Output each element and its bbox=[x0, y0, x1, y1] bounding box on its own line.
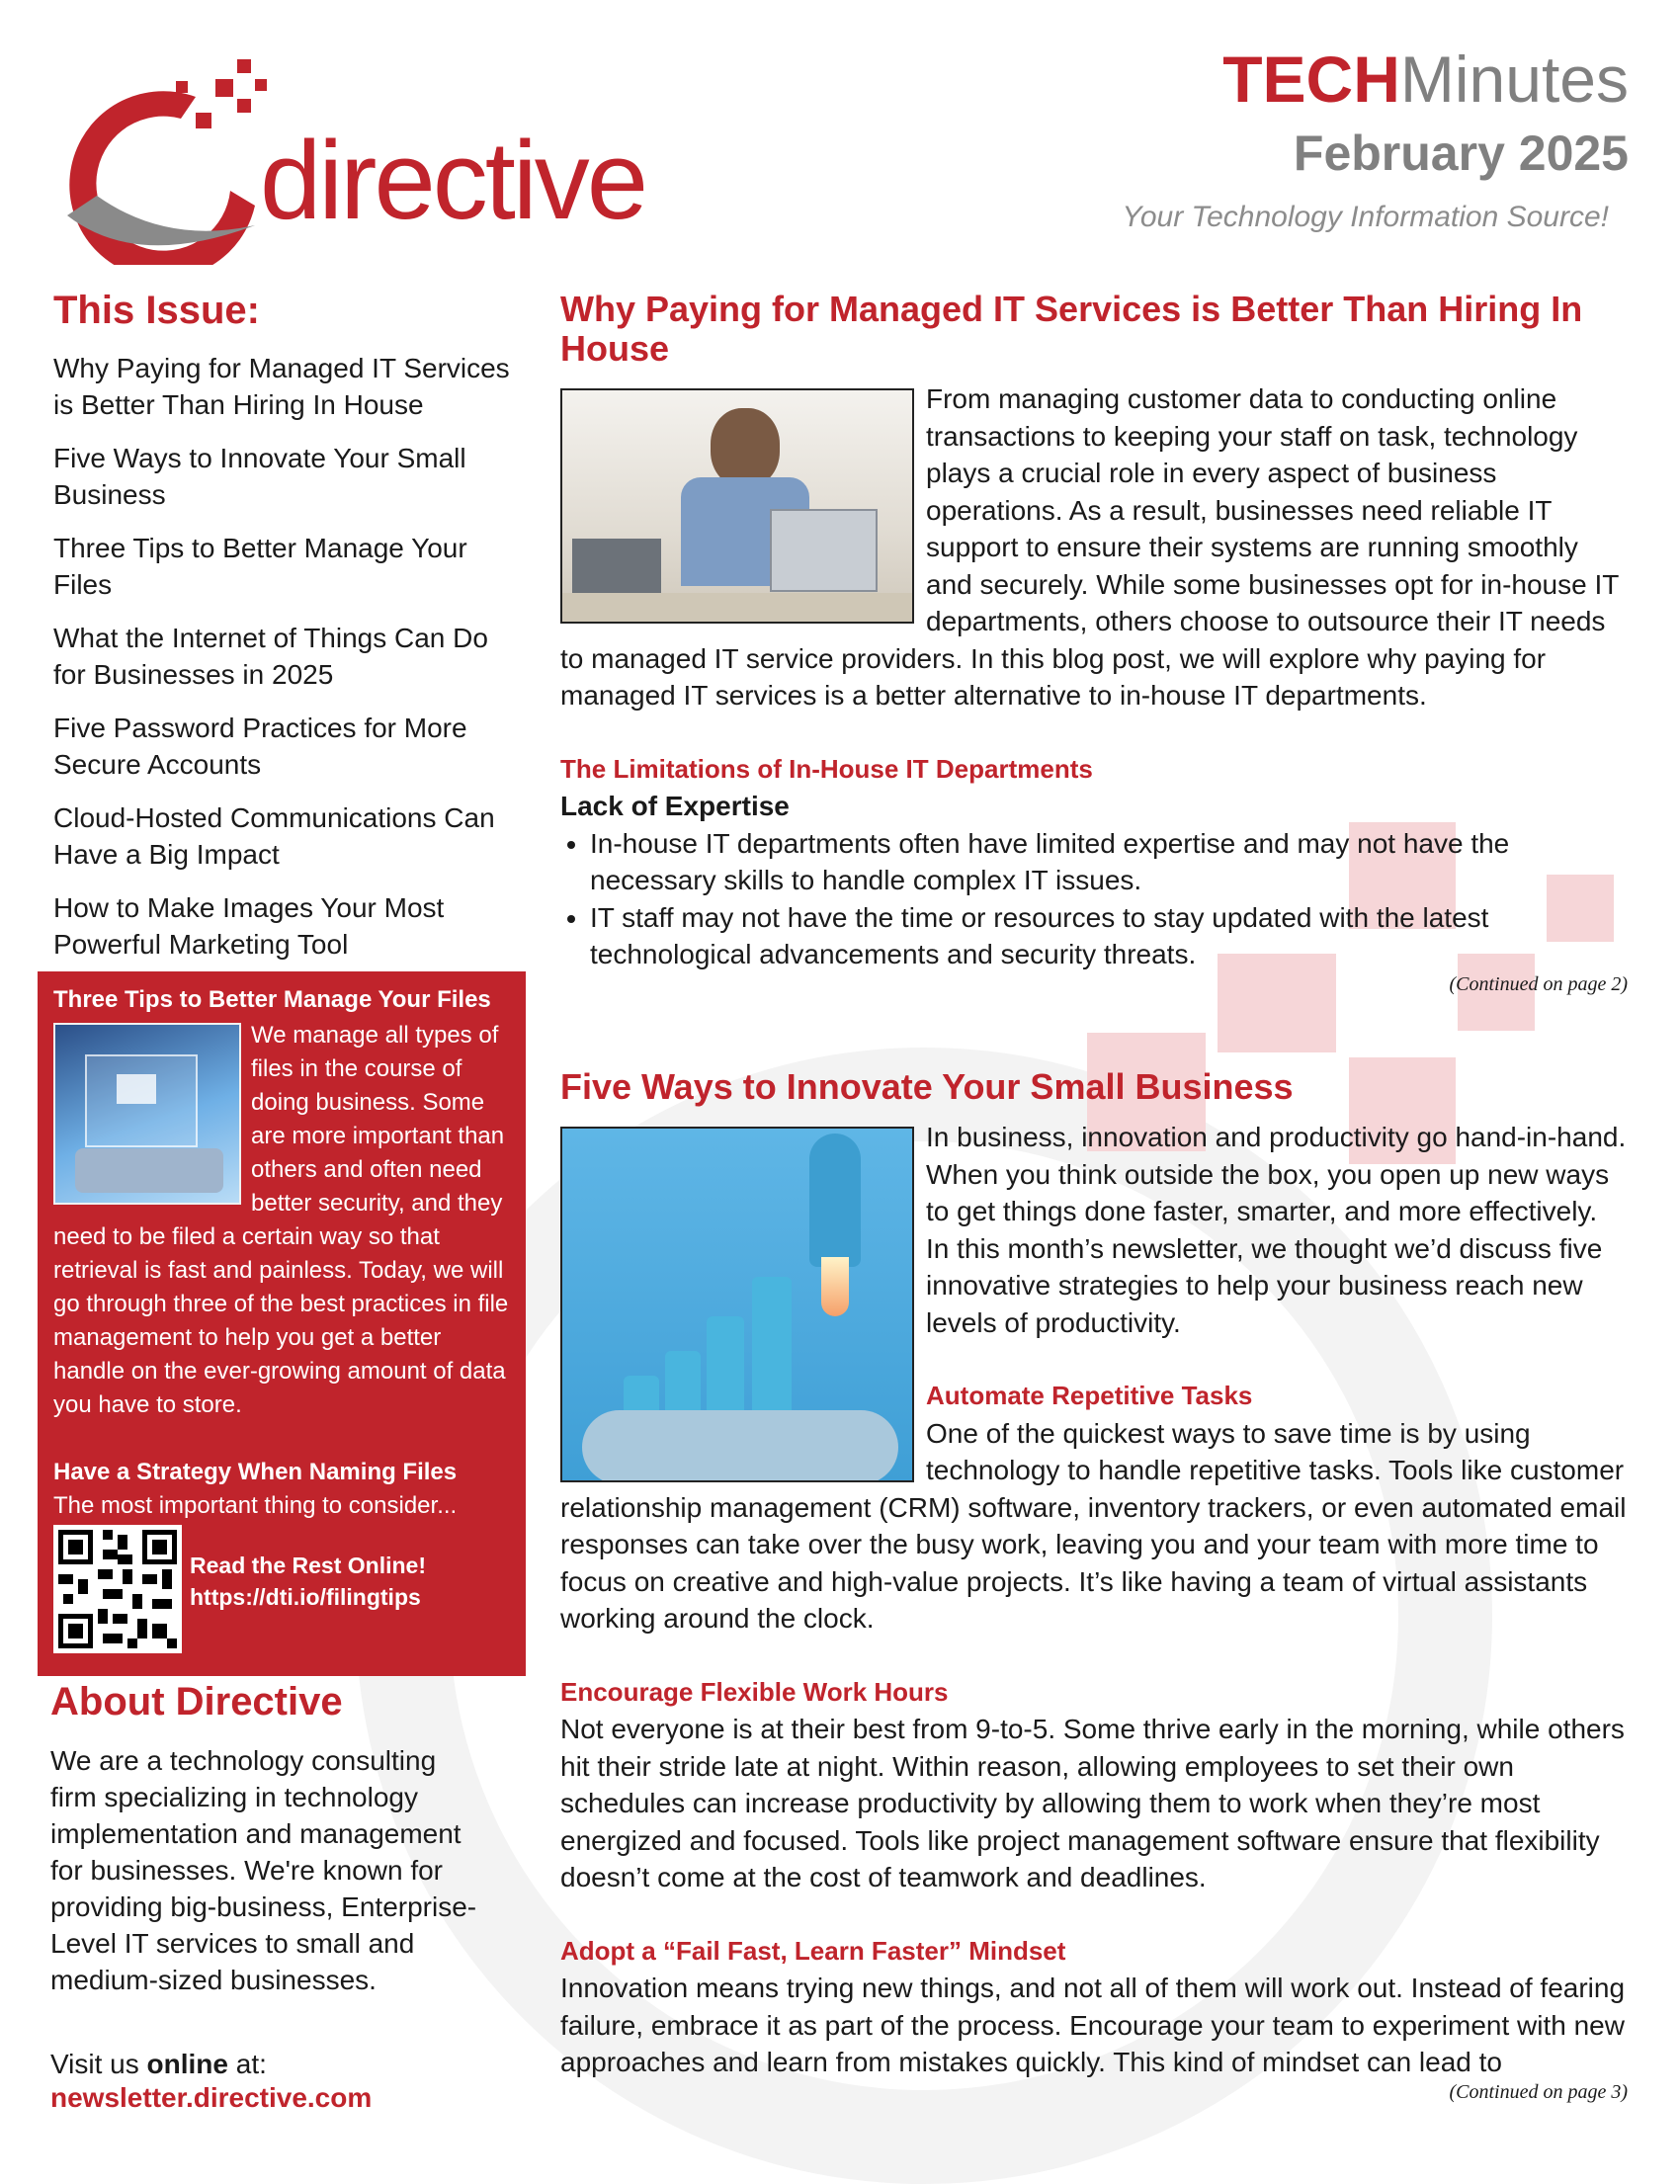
title-minutes: Minutes bbox=[1399, 42, 1629, 116]
article1-continued[interactable]: (Continued on page 2) bbox=[1449, 972, 1628, 995]
article2-section1-body: One of the quickest ways to save time is by using technology to handle repetitive tasks. Tools like customer relationship management (CRM) software, inventory trackers, or even automated email responses can take over the busy work, leaving you and your team with more time to focus on creative and high-value projects. It’s like having a team of virtual assistants working around the clock. bbox=[560, 1417, 1627, 1634]
bullet-item: • IT staff may not have the time or resources to stay updated with the latest technological advancements and security threats. bbox=[590, 899, 1628, 973]
tagline: Your Technology Information Source! bbox=[1122, 201, 1609, 233]
title-tech: TECH bbox=[1222, 42, 1400, 116]
article2-intro: In business, innovation and productivity go hand-in-hand. When you think outside the box, you open up new ways to get things done faster, smarter, and more effectively. In this month’s newsletter, we thought we’d discuss five innovative strategies to help your business reach new levels of productivity. bbox=[926, 1122, 1627, 1338]
article2-section2-heading: Encourage Flexible Work Hours bbox=[560, 1676, 949, 1707]
about-heading: About Directive bbox=[50, 1680, 343, 1723]
about-body: We are a technology consulting firm specializing in technology implementation and management for businesses. We're known for providing big-business, Enterprise-Level IT services to small and medium-sized businesses. bbox=[50, 1745, 477, 1995]
read-online-url[interactable]: https://dti.io/filingtips bbox=[190, 1584, 421, 1610]
man-with-laptop-photo bbox=[560, 388, 914, 624]
sidebox-heading: Three Tips to Better Manage Your Files bbox=[53, 986, 491, 1013]
rocket-chart-photo bbox=[560, 1127, 914, 1482]
article2-section3-heading: Adopt a “Fail Fast, Learn Faster” Mindset bbox=[560, 1935, 1066, 1966]
visit-prefix: Visit us bbox=[50, 2049, 147, 2079]
issue-item[interactable]: Cloud-Hosted Communications Can Have a Big Impact bbox=[53, 802, 495, 870]
article2-section2-body: Not everyone is at their best from 9-to-5. Some thrive early in the morning, while others hit their stride late at night. Within reason, allowing employees to set their own schedules can increase productivity by allowing them to work when they’re most energized and focused. Tools like project management software ensure that flexibility doesn’t come at the cost of teamwork and deadlines. bbox=[560, 1714, 1625, 1892]
file-management-image bbox=[53, 1023, 241, 1205]
visit-suffix: at: bbox=[227, 2049, 267, 2079]
newsletter-title bbox=[1222, 40, 1629, 119]
article-managed-it bbox=[560, 290, 1628, 996]
sidebox-body: We manage all types of files in the course of doing business. Some are more important than others and often need better security, and they need to be filed a certain way so that retrieval is fast and painless. Today, we will go through three of the best practices in file management to help you get a better handle on the ever-growing amount of data you have to store. bbox=[53, 1022, 509, 1418]
sidebox-teaser: The most important thing to consider... bbox=[53, 1492, 458, 1519]
issue-date: February 2025 bbox=[1293, 126, 1629, 181]
article2-continued[interactable]: (Continued on page 3) bbox=[1449, 2080, 1628, 2103]
issue-list bbox=[53, 350, 518, 979]
article1-title: Why Paying for Managed IT Services is Better Than Hiring In House bbox=[560, 289, 1583, 369]
directive-logo[interactable] bbox=[57, 57, 650, 265]
article2-section3-body: Innovation means trying new things, and not all of them will work out. Instead of fearing failure, embrace it as part of the process. Encourage your team to experiment with new approaches and learn from mistakes quickly. This kind of mindset can lead to bbox=[560, 1973, 1626, 2077]
newsletter-url-link[interactable]: newsletter.directive.com bbox=[50, 2082, 373, 2113]
file-tips-sidebox bbox=[38, 971, 526, 1676]
article1-section-heading: The Limitations of In-House IT Departments bbox=[560, 753, 1093, 784]
article1-intro: From managing customer data to conducting online transactions to keeping your staff on task, technology plays a crucial role in every aspect of business operations. As a result, businesses need reliable IT support to ensure their systems are running smoothly and securely. While some businesses opt for in-house IT departments, others choose to outsource their IT needs to managed IT service providers. In this blog post, we will explore why paying for managed IT services is a better alternative to in-house IT departments. bbox=[560, 383, 1619, 711]
read-online-cta: Read the Rest Online! bbox=[190, 1553, 426, 1578]
sidebox-subheading: Have a Strategy When Naming Files bbox=[53, 1459, 458, 1485]
issue-item[interactable]: Why Paying for Managed IT Services is Better Than Hiring In House bbox=[53, 353, 510, 420]
article-innovate bbox=[560, 1067, 1628, 2104]
issue-item[interactable]: Five Password Practices for More Secure Accounts bbox=[53, 713, 467, 780]
qr-code-icon[interactable] bbox=[53, 1525, 182, 1653]
issue-item[interactable]: What the Internet of Things Can Do for Businesses in 2025 bbox=[53, 623, 488, 690]
article2-section1-heading: Automate Repetitive Tasks bbox=[926, 1381, 1253, 1410]
issue-item[interactable]: How to Make Images Your Most Powerful Marketing Tool bbox=[53, 892, 445, 960]
article1-bullets bbox=[560, 825, 1628, 973]
visit-bold: online bbox=[146, 2049, 228, 2079]
article1-subheading: Lack of Expertise bbox=[560, 791, 790, 821]
issue-item[interactable]: Three Tips to Better Manage Your Files bbox=[53, 533, 467, 600]
bullet-item: • In-house IT departments often have limited expertise and may not have the necessary skills to handle complex IT issues. bbox=[590, 825, 1628, 899]
this-issue-heading: This Issue: bbox=[53, 289, 260, 332]
issue-item[interactable]: Five Ways to Innovate Your Small Business bbox=[53, 443, 466, 510]
article2-title: Five Ways to Innovate Your Small Business bbox=[560, 1066, 1294, 1107]
visit-line bbox=[50, 2046, 267, 2082]
logo-wordmark: directive bbox=[260, 119, 646, 242]
read-online-text[interactable] bbox=[190, 1550, 426, 1613]
